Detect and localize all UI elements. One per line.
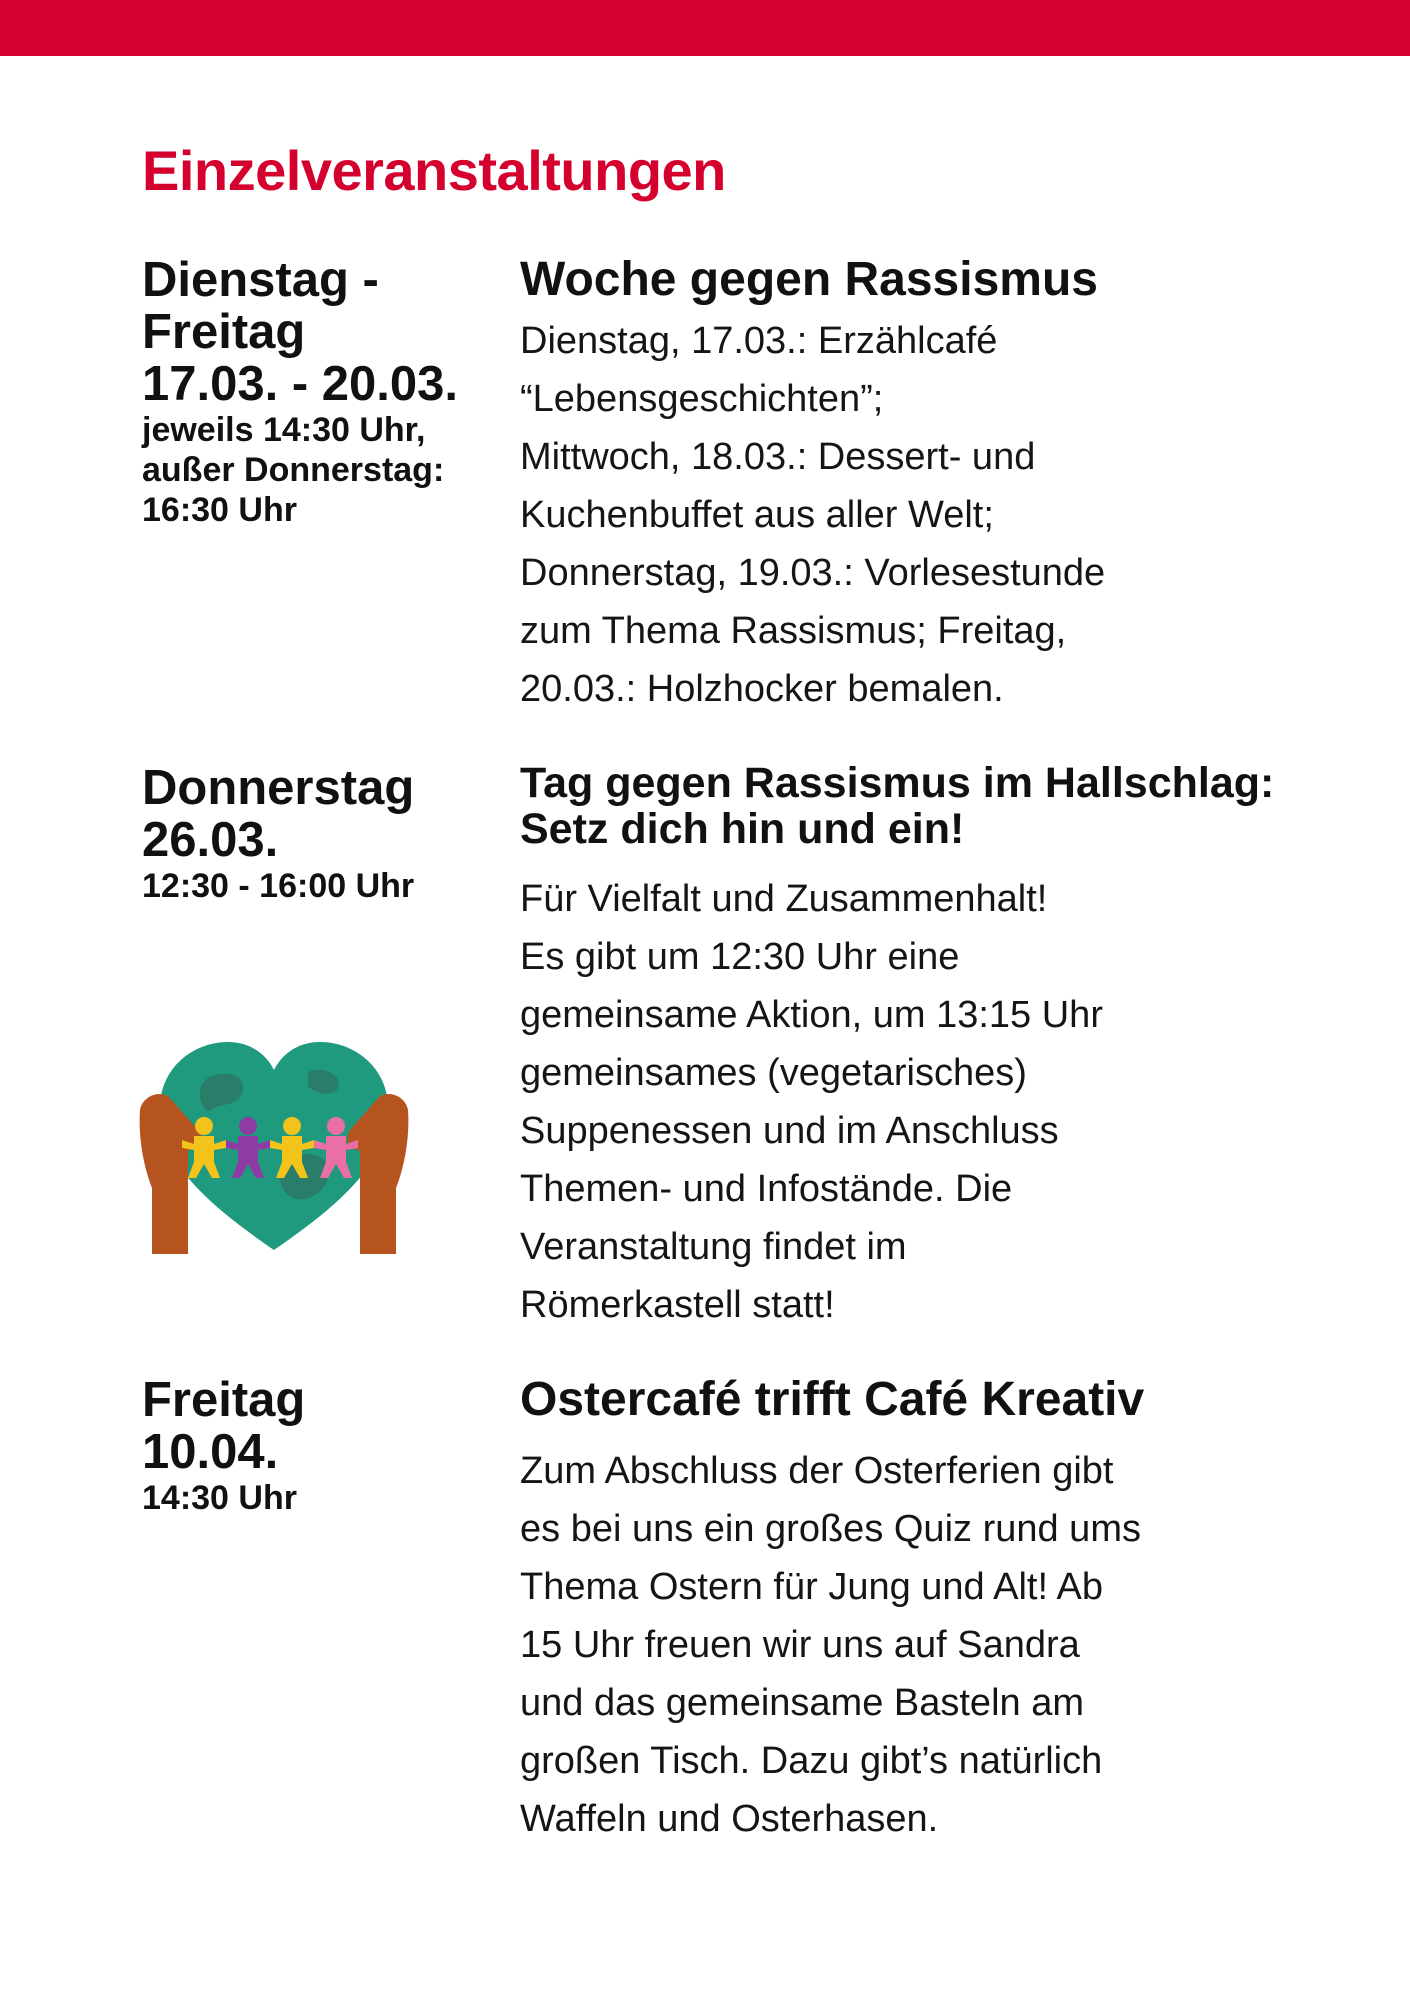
event-1-line: “Lebensgeschichten”; xyxy=(520,378,884,420)
event-2-line: Suppenessen und im Anschluss xyxy=(520,1110,1059,1152)
event-2-line: gemeinsames (vegetarisches) xyxy=(520,1052,1027,1094)
event-2-date: 26.03. xyxy=(142,813,279,867)
event-2-details xyxy=(520,760,1320,1334)
event-2-line: Für Vielfalt und Zusammenhalt! xyxy=(520,878,1048,920)
event-3-line: und das gemeinsame Basteln am xyxy=(520,1682,1084,1724)
event-1-title: Woche gegen Rassismus xyxy=(520,253,1098,306)
event-1-line: Mittwoch, 18.03.: Dessert- und xyxy=(520,436,1036,478)
event-3-line: Zum Abschluss der Osterferien gibt xyxy=(520,1450,1114,1492)
event-1-details xyxy=(520,252,1320,718)
event-1-line: zum Thema Rassismus; Freitag, xyxy=(520,610,1067,652)
event-3-when xyxy=(142,1374,482,1518)
event-1-line: 20.03.: Holzhocker bemalen. xyxy=(520,668,1004,710)
event-2-line: Es gibt um 12:30 Uhr eine xyxy=(520,936,960,978)
event-2-time: 12:30 - 16:00 Uhr xyxy=(142,867,415,905)
top-accent-bar xyxy=(0,0,1410,56)
event-1-line: Dienstag, 17.03.: Erzählcafé xyxy=(520,320,998,362)
event-3-line: großen Tisch. Dazu gibt’s natürlich xyxy=(520,1740,1103,1782)
event-2-line: gemeinsame Aktion, um 13:15 Uhr xyxy=(520,994,1103,1036)
event-3-line: Waffeln und Osterhasen. xyxy=(520,1798,939,1840)
event-2-when xyxy=(142,762,482,906)
event-3-line: Thema Ostern für Jung und Alt! Ab xyxy=(520,1566,1103,1608)
event-2-line: Themen- und Infostände. Die xyxy=(520,1168,1013,1210)
event-3-day: Freitag xyxy=(142,1373,306,1427)
event-1-when xyxy=(142,254,482,530)
event-3-date: 10.04. xyxy=(142,1425,279,1479)
event-1-line: Kuchenbuffet aus aller Welt; xyxy=(520,494,994,536)
event-3-details xyxy=(520,1372,1320,1848)
event-2-line: Römerkastell statt! xyxy=(520,1284,835,1326)
event-1-day: Dienstag - Freitag xyxy=(142,253,379,359)
event-2-title-line-2: Setz dich hin und ein! xyxy=(520,805,965,853)
event-2-title-line-1: Tag gegen Rassismus im Hallschlag: xyxy=(520,759,1275,807)
event-3-line: 15 Uhr freuen wir uns auf Sandra xyxy=(520,1624,1080,1666)
event-3-time: 14:30 Uhr xyxy=(142,1479,297,1517)
event-1-line: Donnerstag, 19.03.: Vorlesestunde xyxy=(520,552,1106,594)
heart-globe-hands-icon xyxy=(138,1038,410,1254)
event-3-line: es bei uns ein großes Quiz rund ums xyxy=(520,1508,1141,1550)
event-1-date: 17.03. - 20.03. xyxy=(142,357,459,411)
event-3-title: Ostercafé trifft Café Kreativ xyxy=(520,1373,1145,1426)
page-title: Einzelveranstaltungen xyxy=(142,139,726,202)
event-1-time: jeweils 14:30 Uhr, außer Donnerstag: 16:30 Uhr xyxy=(142,411,445,529)
event-2-day: Donnerstag xyxy=(142,761,415,815)
event-2-title xyxy=(520,760,1320,852)
event-2-line: Veranstaltung findet im xyxy=(520,1226,907,1268)
